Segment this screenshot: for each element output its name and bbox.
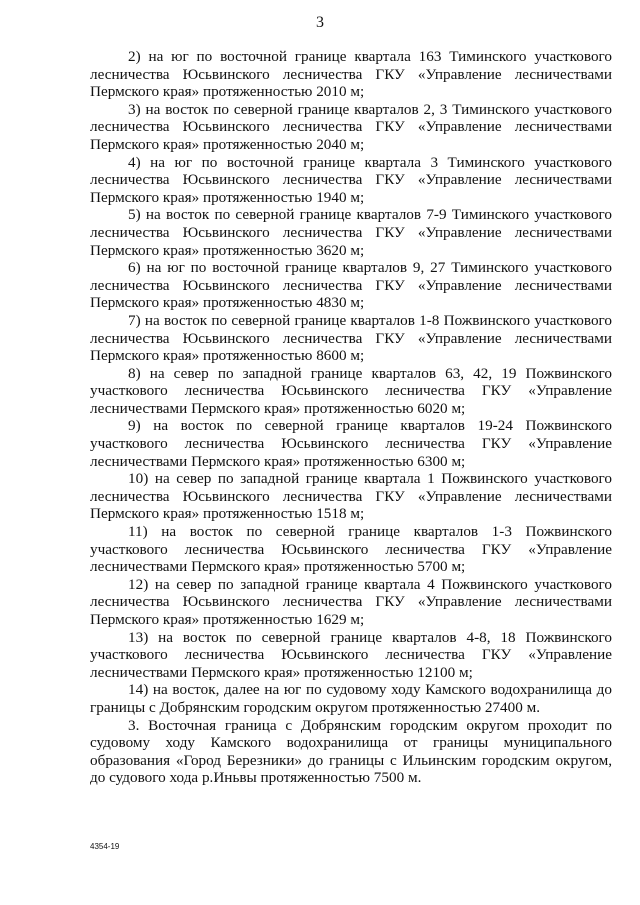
paragraph-item-6: 6) на юг по восточной границе кварталов 9, 27 Тиминского участкового лесничества Юсьвинского лесничества ГКУ «Управление лесничествами Пермского края» протяженностью 4830 м;: [90, 259, 612, 312]
paragraph-item-11: 11) на восток по северной границе кварталов 1-3 Пожвинского участкового лесничества Юсьвинского лесничества ГКУ «Управление лесничествами Пермского края» протяженностью 5700 м;: [90, 523, 612, 576]
paragraph-item-9: 9) на восток по северной границе кварталов 19-24 Пожвинского участкового лесничества Юсьвинского лесничества ГКУ «Управление лесничествами Пермского края» протяженностью 6300 м;: [90, 417, 612, 470]
paragraph-item-12: 12) на север по западной границе квартала 4 Пожвинского участкового лесничества Юсьвинского лесничества ГКУ «Управление лесничествами Пермского края» протяженностью 1629 м;: [90, 575, 612, 628]
paragraph-item-3: 3) на восток по северной границе кварталов 2, 3 Тиминского участкового лесничества Юсьвинского лесничества ГКУ «Управление лесничествами Пермского края» протяженностью 2040 м;: [90, 100, 612, 153]
paragraph-item-14: 14) на восток, далее на юг по судовому ходу Камского водохранилища до границы с Добрянским городским округом протяженностью 27400 м.: [90, 681, 612, 716]
paragraph-item-13: 13) на восток по северной границе кварталов 4-8, 18 Пожвинского участкового лесничества Юсьвинского лесничества ГКУ «Управление лесничествами Пермского края» протяженностью 12100 м;: [90, 628, 612, 681]
paragraph-section-3: 3. Восточная граница с Добрянским городским округом проходит по судовому ходу Камского водохранилища от границы муниципального образования «Город Березники» до границы с Ильинским городским округом, до судового хода р.Иньвы протяженностью 7500 м.: [90, 716, 612, 787]
paragraph-item-5: 5) на восток по северной границе кварталов 7-9 Тиминского участкового лесничества Юсьвинского лесничества ГКУ «Управление лесничествами Пермского края» протяженностью 3620 м;: [90, 206, 612, 259]
document-body: [90, 48, 612, 787]
page-number: 3: [316, 14, 324, 31]
document-code: 4354-19: [90, 842, 120, 851]
paragraph-item-4: 4) на юг по восточной границе квартала 3 Тиминского участкового лесничества Юсьвинского лесничества ГКУ «Управление лесничествами Пермского края» протяженностью 1940 м;: [90, 153, 612, 206]
paragraph-item-7: 7) на восток по северной границе кварталов 1-8 Пожвинского участкового лесничества Юсьвинского лесничества ГКУ «Управление лесничествами Пермского края» протяженностью 8600 м;: [90, 311, 612, 365]
paragraph-item-2: 2) на юг по восточной границе квартала 163 Тиминского участкового лесничества Юсьвинского лесничества ГКУ «Управление лесничествами Пермского края» протяженностью 2010 м;: [90, 48, 612, 101]
paragraph-item-10: 10) на север по западной границе квартала 1 Пожвинского участкового лесничества Юсьвинского лесничества ГКУ «Управление лесничествами Пермского края» протяженностью 1518 м;: [90, 470, 612, 523]
paragraph-item-8: 8) на север по западной границе кварталов 63, 42, 19 Пожвинского участкового лесничества Юсьвинского лесничества ГКУ «Управление лесничествами Пермского края» протяженностью 6020 м;: [90, 364, 612, 417]
